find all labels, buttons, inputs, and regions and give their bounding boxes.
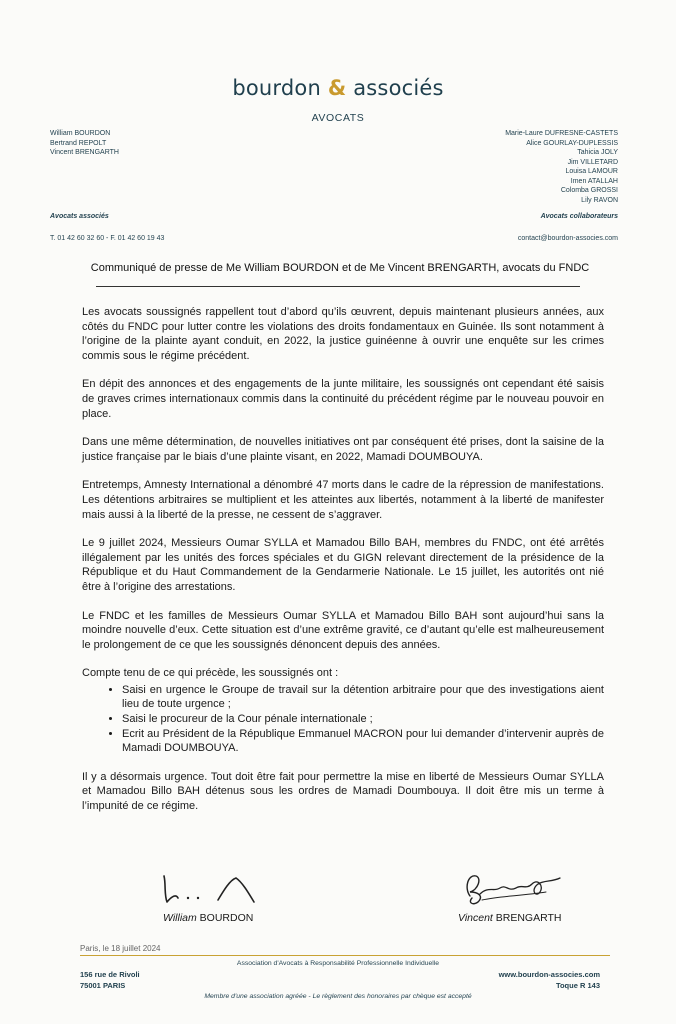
signatory-bourdon [163, 912, 253, 924]
associate-name: Lily RAVON [581, 196, 618, 204]
associates-role-label: Avocats collaborateurs [540, 213, 618, 220]
signature-bourdon-icon [158, 872, 258, 906]
actions-list [82, 683, 604, 756]
address-street: 156 rue de Rivoli [80, 970, 140, 979]
firm-subtitle: AVOCATS [311, 112, 365, 124]
body-paragraph: Le FNDC et les familles de Messieurs Oumar SYLLA et Mamadou Billo BAH sont aujourd’hui sans la moindre nouvelle d’eux. Cette situation est d’une extrême gravité, ce d’autant qu’elle est malheureusement le prolongement de ce que les soussignés dénoncent depuis des années. [82, 609, 604, 651]
body-paragraph: Entretemps, Amnesty International a dénombré 47 morts dans le cadre de la répression de manifestations. Les détentions arbitraires se multiplient et les atteintes aux libertés, notamment à la liberté de manifester mais aussi à la liberté de la presse, ne cessent de s’aggraver. [82, 479, 604, 521]
brand-ampersand: & [327, 76, 347, 100]
signatory-last-name: BOURDON [196, 912, 254, 924]
firm-logo [0, 76, 676, 100]
associate-name: Marie-Laure DUFRESNE-CASTETS [505, 130, 618, 137]
associate-name: Jim VILLETARD [567, 158, 618, 166]
partners-role-label: Avocats associés [50, 213, 109, 220]
body-paragraph: Le 9 juillet 2024, Messieurs Oumar SYLLA et Mamadou Billo BAH, membres du FNDC, ont été arrêtés illégalement par les unités des forces spéciales et du GIGN relevant directement de la présidence de la République et du Haut Commandement de la Gendarmerie Nationale. Le 15 juillet, les autorités ont nié être à l’origine des arrestations. [82, 537, 604, 593]
postal-address [80, 970, 140, 991]
signature-brengarth-icon [460, 866, 570, 910]
signatory-brengarth [458, 912, 562, 924]
body-paragraph: Les avocats soussignés rappellent tout d’abord qu’ils œuvrent, depuis maintenant plusieurs années, aux côtés du FNDC pour lutter contre les violations des droits fondamentaux en Guinée. Ils sont notamment à l’origine de la plainte ayant conduit, en 2022, la justice guinéenne à ouvrir une enquête sur les crimes commis sous le régime précédent. [82, 306, 604, 362]
partner-name: William BOURDON [50, 130, 111, 137]
partner-name: Bertrand REPOLT [50, 139, 107, 147]
toque-number: Toque R 143 [555, 980, 600, 990]
action-item: • Ecrit au Président de la République Emmanuel MACRON pour lui demander d’intervenir auprès de Mamadi DOUMBOUYA. [122, 727, 604, 756]
associate-name: Alice GOURLAY-DUPLESSIS [526, 139, 618, 147]
action-item: • Saisi en urgence le Groupe de travail sur la détention arbitraire pour que des investigations aient lieu de toute urgence ; [122, 683, 604, 712]
signatory-last-name: BRENGARTH [492, 912, 562, 924]
associate-name: Louisa LAMOUR [565, 168, 618, 175]
title-underline [96, 286, 580, 287]
brand-name-right: associés [346, 76, 444, 100]
footer-divider [80, 955, 610, 956]
address-city: 75001 PARIS [80, 980, 126, 990]
website-block [499, 970, 600, 991]
action-item: • Saisi le procureur de la Cour pénale internationale ; [122, 712, 604, 727]
associate-name: Imen ATALLAH [570, 177, 618, 185]
place-and-date: Paris, le 18 juillet 2024 [80, 944, 161, 953]
contact-email: contact@bourdon-associes.com [517, 235, 618, 242]
body-paragraph: En dépit des annonces et des engagements de la junte militaire, les soussignés ont cependant été saisis de graves crimes internationaux commis dans la continuité du précédent régime par le nouveau pouvoir en place. [82, 378, 604, 420]
phone-fax: T. 01 42 60 32 60 - F. 01 42 60 19 43 [50, 235, 165, 242]
associate-name: Colomba GROSSI [560, 187, 618, 194]
signatory-first-name: Vincent [458, 912, 493, 924]
body-paragraph: Compte tenu de ce qui précède, les soussignés ont : [82, 667, 339, 680]
associates-list [505, 129, 618, 205]
closing-paragraph: Il y a désormais urgence. Tout doit être fait pour permettre la mise en liberté de Messieurs Oumar SYLLA et Mamadou Billo BAH détenus sous les ordres de Mamadi Doumbouya. Il doit être mis un terme à l’impunité de ce régime. [82, 770, 604, 813]
press-release-body [82, 305, 604, 828]
body-paragraph: Dans une même détermination, de nouvelles initiatives ont par conséquent été prises, dont la saisine de la justice française par le biais d’une plainte visant, en 2022, Mamadi DOUMBOUYA. [82, 436, 604, 463]
association-type: Association d'Avocats à Responsabilité Professionnelle Individuelle [236, 960, 440, 967]
partners-list [50, 129, 119, 158]
press-release-title: Communiqué de presse de Me William BOURDON et de Me Vincent BRENGARTH, avocats du FNDC [90, 262, 590, 274]
associate-name: Tahicia JOLY [577, 149, 618, 156]
membership-note: Membre d'une association agréée - Le règlement des honoraires par chèque est accepté [204, 993, 472, 1000]
website-link[interactable]: www.bourdon-associes.com [498, 970, 600, 979]
partner-name: Vincent BRENGARTH [50, 149, 119, 156]
brand-name-left: bourdon [232, 76, 328, 100]
signatory-first-name: William [163, 912, 197, 924]
